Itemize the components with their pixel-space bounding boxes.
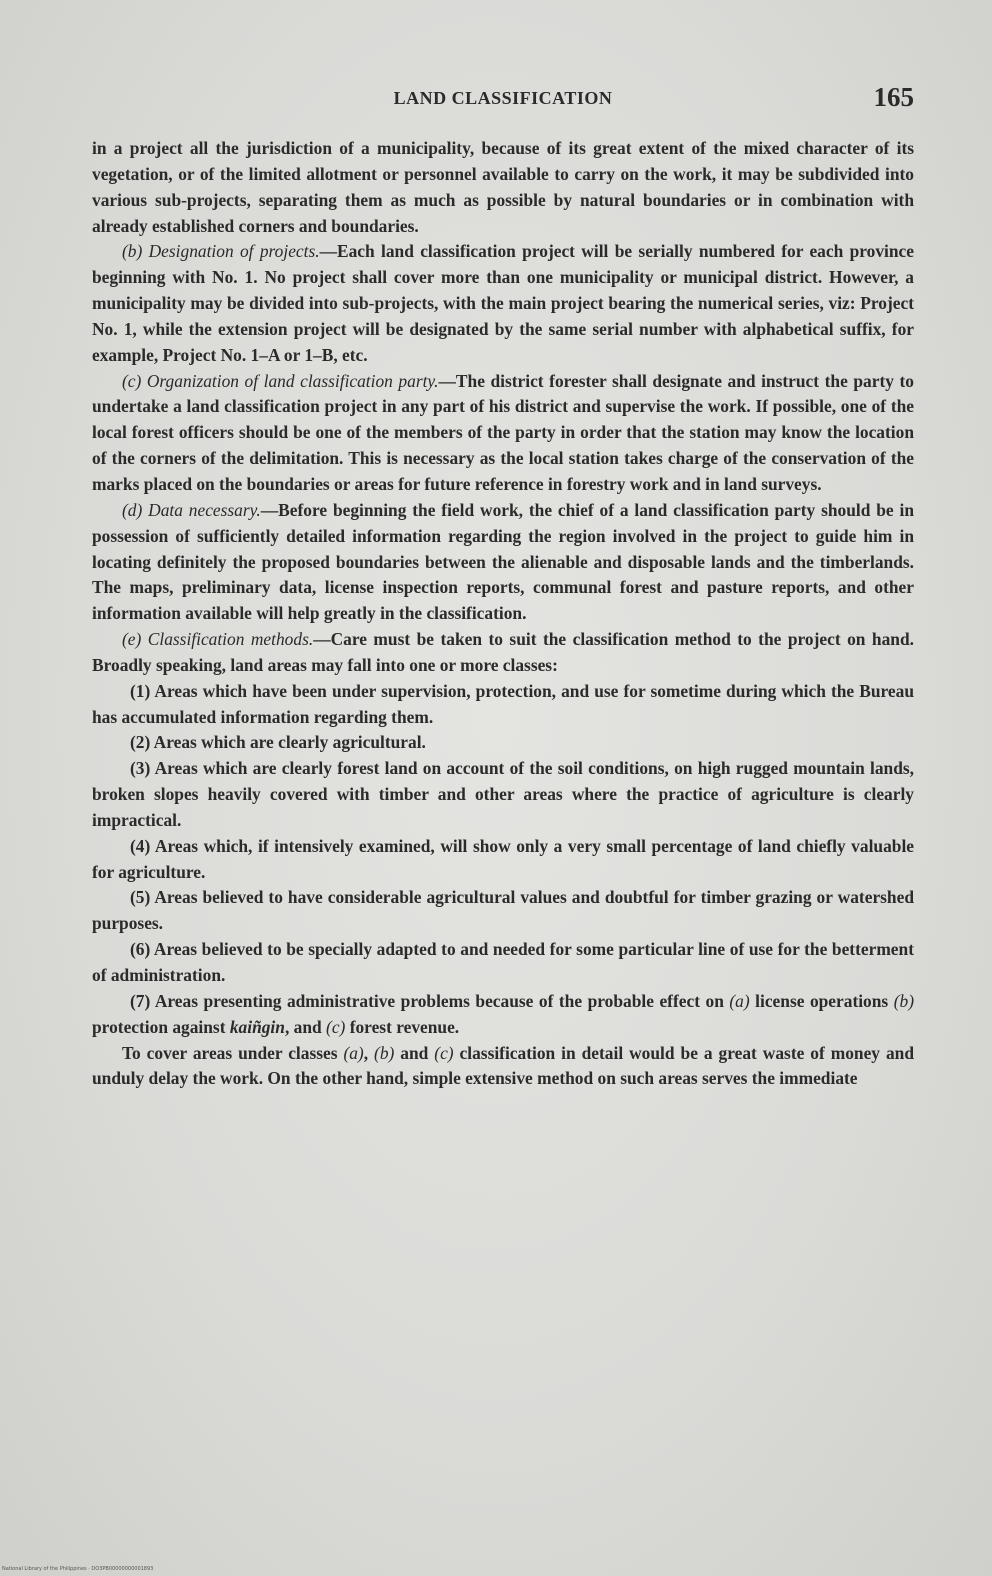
page-header bbox=[92, 82, 914, 116]
list-item: (2) Areas which are clearly agricultural. bbox=[130, 732, 426, 753]
list-item: (3) Areas which are clearly forest land on account of the soil conditions, on high rugged mountain lands, broken slopes heavily covered with timber and other areas where the practice of agriculture is clearly impractical. bbox=[92, 758, 914, 830]
paragraph-final bbox=[92, 1041, 914, 1093]
section-title: Data necessary. bbox=[148, 499, 261, 520]
paragraph-text: —Before beginning the field work, the chief of a land classification party should be in possession of sufficiently detailed information regarding the region involved in the project to guide him in locating definitely the proposed boundaries between the alienable and disposable lands and the timberlands. The maps, preliminary data, license inspection reports, communal forest and pasture reports, and other information available will help greatly in the classification. bbox=[92, 499, 914, 624]
paragraph-e bbox=[92, 627, 914, 679]
list-item: (6) Areas believed to be specially adapted to and needed for some particular line of use for the betterment of administration. bbox=[92, 939, 914, 985]
paragraph-text: —The district forester shall designate and instruct the party to undertake a land classification project in any part of his district and supervise the work. If possible, one of the local forest officers should be one of the members of the party in order that the station may know the location of the corners of the delimitation. This is necessary as the local station takes charge of the conservation of the marks placed on the boundaries or areas for future reference in forestry work and in land surveys. bbox=[92, 370, 914, 494]
text-run: (c) bbox=[434, 1042, 454, 1063]
text-run: (a) bbox=[729, 990, 750, 1011]
text-run: , and bbox=[284, 1016, 327, 1037]
text-run: protection against bbox=[92, 1016, 230, 1037]
running-title: LAND CLASSIFICATION bbox=[393, 88, 613, 108]
section-label: (c) bbox=[122, 370, 142, 391]
section-title: Classification methods. bbox=[147, 629, 314, 650]
paragraph-text: in a project all the jurisdiction of a municipality, because of its great extent of the mixed character of its vegetation, or of the limited allotment or personnel available to carry on the work, it may be subdivided into various sub-projects, separating them as much as possible by natural boundaries or in combination with already established corners and boundaries. bbox=[92, 138, 914, 236]
paragraph-text: —Care must be taken to suit the classification method to the project on hand. Broadly speaking, land areas may fall into one or more classes: bbox=[92, 629, 914, 675]
text-run: forest revenue. bbox=[345, 1016, 460, 1037]
text-run: (7) Areas presenting administrative problems because of the probable effect on bbox=[130, 990, 730, 1011]
text-run: (b) bbox=[893, 990, 914, 1011]
text-run: (b) bbox=[374, 1042, 395, 1063]
section-label: (e) bbox=[122, 629, 142, 650]
body-text bbox=[92, 136, 914, 1092]
text-run: classification in detail would be a great waste of money and unduly delay the work. On the other hand, simple extensive method on such areas serves the immediate bbox=[92, 1042, 915, 1089]
page-number: 165 bbox=[873, 82, 914, 112]
text-run: (c) bbox=[326, 1016, 346, 1037]
paragraph-continuation bbox=[92, 136, 914, 239]
section-title: Designation of projects. bbox=[148, 241, 320, 262]
text-run: license operations bbox=[749, 990, 894, 1011]
list-item: (4) Areas which, if intensively examined, will show only a very small percentage of land chiefly valuable for agriculture. bbox=[92, 835, 914, 882]
section-title: Organization of land classification party. bbox=[146, 370, 439, 391]
paragraph-d bbox=[92, 498, 914, 627]
section-label: (d) bbox=[122, 499, 143, 520]
list-item: (5) Areas believed to have considerable agricultural values and doubtful for timber grazing or watershed purposes. bbox=[92, 887, 914, 934]
text-run: To cover areas under classes bbox=[122, 1042, 344, 1063]
section-label: (b) bbox=[122, 241, 143, 262]
text-run: and bbox=[394, 1042, 435, 1063]
list-item bbox=[92, 989, 914, 1041]
paragraph-text: —Each land classification project will be serially numbered for each province beginning with No. 1. No project shall cover more than one municipality or municipal district. However, a municipality may be divided into sub-projects, with the main project bearing the numerical series, viz: Project No. 1, while the extension project will be designated by the same serial number with alphabetical suffix, for example, Project No. 1–A or 1–B, etc. bbox=[92, 241, 914, 365]
paragraph-c bbox=[92, 369, 914, 498]
text-run: , bbox=[363, 1042, 375, 1063]
text-run: (a) bbox=[343, 1042, 364, 1063]
scan-credit: National Library of the Philippines · DO3PB00000000001893 bbox=[2, 1566, 154, 1572]
text-run: kaiñgin bbox=[229, 1016, 285, 1037]
list-item: (1) Areas which have been under supervision, protection, and use for sometime during which the Bureau has accumulated information regarding them. bbox=[92, 680, 914, 727]
paragraph-b bbox=[92, 239, 914, 368]
